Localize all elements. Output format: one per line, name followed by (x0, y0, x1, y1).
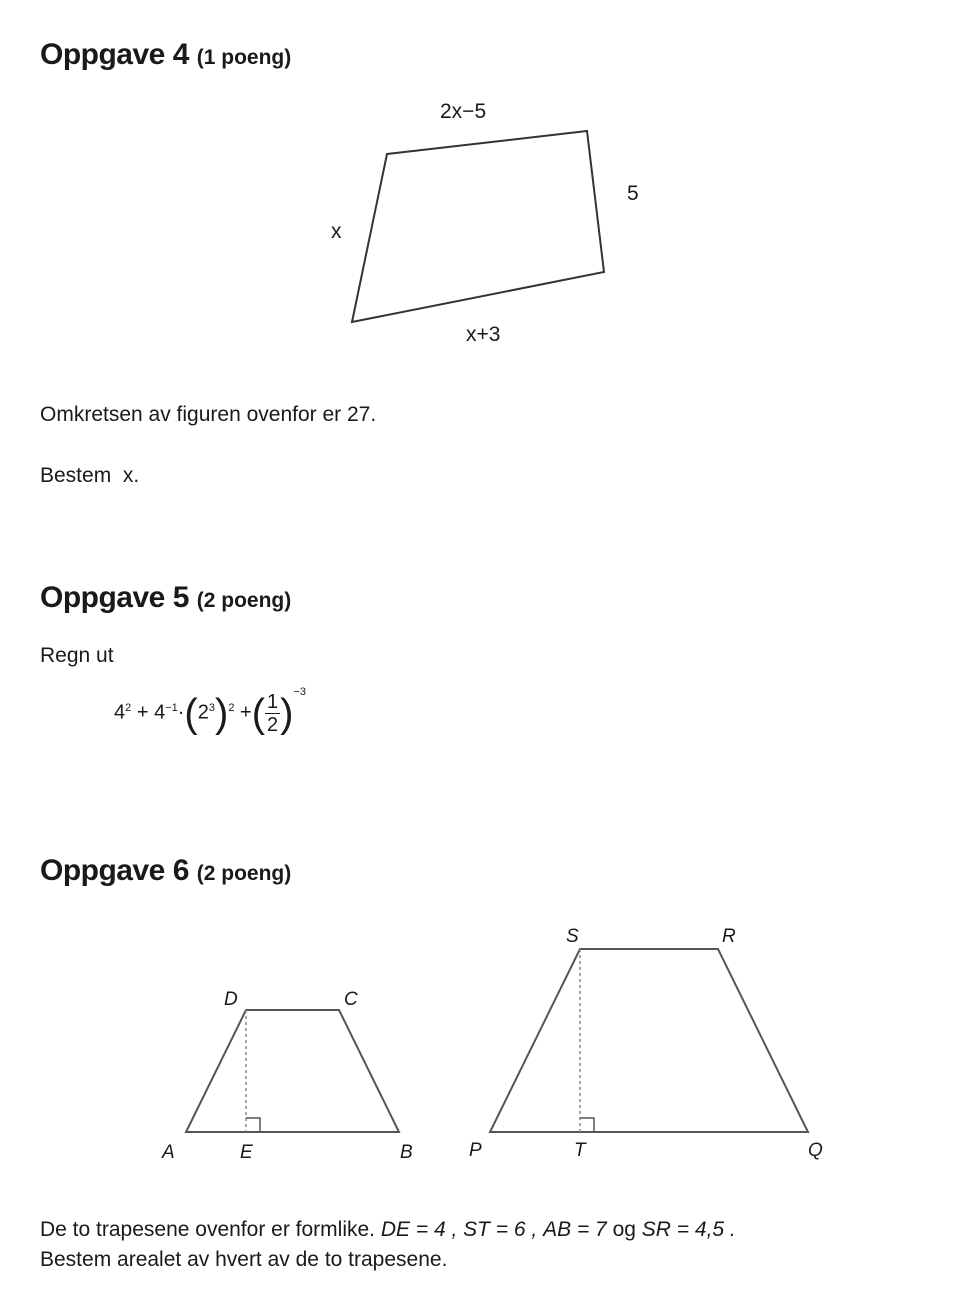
right-angle-E (246, 1118, 260, 1132)
expr-dot: · (177, 701, 185, 724)
task5-expression (114, 676, 306, 740)
vertex-C: C (344, 989, 358, 1010)
label-top-side: 2x−5 (440, 100, 487, 123)
eq-AB: AB = 7 (543, 1218, 607, 1241)
vertex-Q: Q (808, 1140, 823, 1161)
label-bottom-side: x+3 (466, 323, 501, 346)
expr-frac-exp: −3 (293, 686, 307, 698)
task5-title: Oppgave 5 (40, 581, 189, 614)
task6-points: (2 poeng) (196, 862, 292, 885)
task6-lead: De to trapesene ovenfor er formlike. (40, 1218, 375, 1241)
expr-frac-den: 2 (267, 713, 279, 736)
vertex-P: P (469, 1140, 482, 1161)
vertex-E: E (240, 1142, 253, 1163)
expr-exp1: 2 (125, 702, 132, 714)
task6-instruction: Bestem arealet av hvert av de to trapesene. (40, 1248, 448, 1271)
task5-instruction: Regn ut (40, 644, 114, 667)
task4-title: Oppgave 4 (40, 38, 189, 71)
task5-heading (40, 581, 291, 615)
expr-frac-close-paren: ) (280, 691, 294, 736)
expr-frac-open-paren: ( (251, 691, 266, 736)
expr-close-paren: ) (214, 691, 229, 736)
eq-SR: SR = 4,5 . (641, 1218, 736, 1241)
task6-heading (40, 854, 291, 888)
expr-plus2: + (240, 701, 252, 724)
expr-outer-exp: 2 (228, 702, 235, 714)
vertex-S: S (566, 926, 579, 947)
vertex-R: R (722, 926, 736, 947)
task4-instruction: Bestem x. (40, 464, 140, 487)
label-left-side: x (331, 220, 342, 243)
label-right-side: 5 (627, 182, 639, 205)
large-trapezoid (490, 949, 808, 1132)
task4-points: (1 poeng) (196, 46, 292, 69)
expr-fraction (265, 691, 280, 736)
expr-base2: 4 (154, 701, 166, 724)
expr-inner-exp: 3 (208, 702, 215, 714)
small-trapezoid (186, 1010, 399, 1132)
eq-DE: DE = 4 , (380, 1218, 458, 1241)
expr-inner-base: 2 (197, 701, 209, 724)
expr-plus1: + (136, 701, 149, 724)
vertex-A: A (162, 1142, 175, 1163)
right-angle-T (580, 1118, 594, 1132)
word-og: og (612, 1218, 636, 1241)
expr-exp2: −1 (165, 702, 178, 714)
task5-points: (2 poeng) (196, 589, 292, 612)
vertex-T: T (574, 1140, 586, 1161)
quadrilateral (352, 131, 604, 322)
task4-perimeter-text: Omkretsen av figuren ovenfor er 27. (40, 403, 377, 426)
vertex-B: B (400, 1142, 413, 1163)
task6-title: Oppgave 6 (40, 854, 189, 887)
expr-base1: 4 (114, 701, 126, 724)
expr-frac-num: 1 (267, 690, 279, 713)
vertex-D: D (224, 989, 238, 1010)
task6-given-text (40, 1218, 736, 1242)
eq-ST: ST = 6 , (463, 1218, 538, 1241)
expr-open-paren: ( (184, 691, 198, 736)
